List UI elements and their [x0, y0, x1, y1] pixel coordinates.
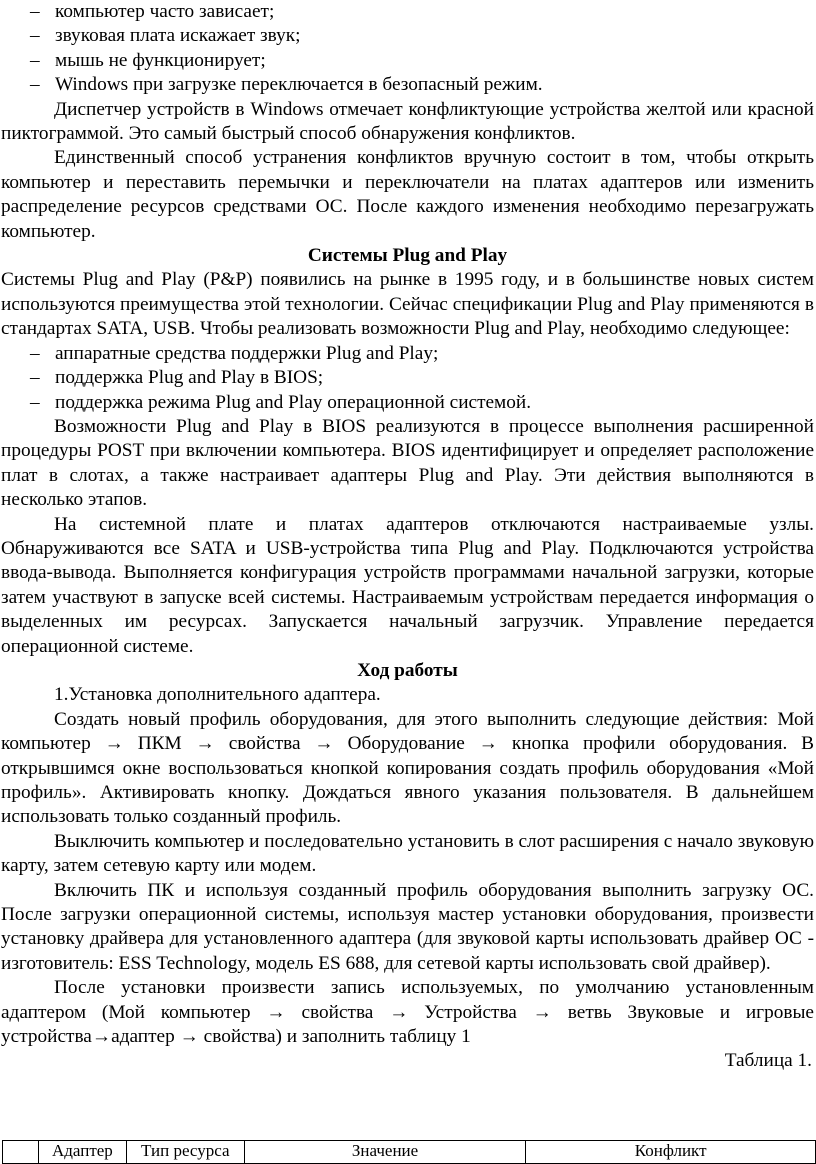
section-heading-procedure: Ход работы — [357, 659, 458, 681]
list-item — [1, 342, 814, 366]
list-item — [1, 391, 814, 415]
table-header-cell-number — [3, 1141, 39, 1164]
table-header-cell-value: Значение — [244, 1141, 526, 1164]
list-item-text: компьютер часто зависает; — [55, 1, 275, 22]
list-item-text: аппаратные средства поддержки Plug and Play; — [55, 342, 439, 364]
paragraph-pnp-stages: На системной плате и платах адаптеров отключаются настраиваемые узлы. Обнаруживаются все SATA и USB-устройства типа Plug and Play. Подключаются устройства ввода-вывода. Выполняется конфигурация устройств программами начальной загрузки, которые затем участвуют в запуске всей системы. Настраиваемым устройствам передается информация о выделенных им ресурсах. Запускается начальный загрузчик. Управление передается операционной системе. — [1, 513, 814, 657]
dash-bullet: – — [30, 391, 40, 413]
paragraph-device-manager: Диспетчер устройств в Windows отмечает конфликтующие устройства желтой или красной пиктограммой. Это самый быстрый способ обнаружения конфликтов. — [1, 98, 814, 145]
paragraph-bios-pnp: Возможности Plug and Play в BIOS реализуются в процессе выполнения расширенной процедуры POST при включении компьютера. BIOS идентифицирует и определяет расположение плат в слотах, а также настраивает адаптеры Plug and Play. Эти действия выполняются в несколько этапов. — [1, 415, 814, 511]
list-item-text: Windows при загрузке переключается в безопасный режим. — [55, 74, 543, 96]
list-item — [1, 0, 814, 24]
list-item-text: поддержка режима Plug and Play операционной системой. — [55, 391, 532, 413]
list-item — [1, 366, 814, 390]
dash-bullet: – — [30, 342, 40, 364]
dash-bullet: – — [30, 367, 40, 389]
table-header-row — [3, 1141, 816, 1164]
section-heading-plug-and-play: Системы Plug and Play — [307, 245, 508, 267]
paragraph-install-driver: Включить ПК и используя созданный профиль оборудования выполнить загрузку ОС. После загрузки операционной системы, используя мастер установки оборудования, произвести установку драйвера для установленного адаптера (для звуковой карты использовать драйвер ОС - изготовитель: ESS Technology, модель ES 688, для сетевой карты использовать свой драйвер). — [1, 879, 814, 974]
table-header-cell-resource-type: Тип ресурса — [126, 1141, 244, 1164]
list-item-text: мышь не функционирует; — [55, 49, 266, 71]
list-item — [1, 73, 814, 97]
paragraph-install-cards: Выключить компьютер и последовательно установить в слот расширения с начало звуковую карту, затем сетевую карту или модем. — [1, 830, 814, 877]
step-one-title: 1.Установка дополнительного адаптера. — [54, 684, 381, 706]
resource-table — [2, 1140, 816, 1164]
dash-bullet: – — [30, 25, 40, 47]
table-header-cell-adapter: Адаптер — [38, 1141, 126, 1164]
dash-bullet: – — [30, 49, 40, 71]
conflict-symptoms-list — [1, 0, 814, 98]
dash-bullet: – — [30, 74, 40, 96]
list-item-text: звуковая плата искажает звук; — [55, 25, 301, 47]
paragraph-create-profile: Создать новый профиль оборудования, для этого выполнить следующие действия: Мой компьютер → ПКМ → свойства → Оборудование → кнопка профили оборудования. В открывшимся окне воспользоваться кнопкой копирования создать профиль оборудования «Мой профиль». Активировать кнопку. Дождаться явного указания пользователя. В дальнейшем использовать только созданный профиль. — [1, 708, 814, 828]
list-item — [1, 49, 814, 73]
list-item — [1, 24, 814, 48]
paragraph-manual-resolution: Единственный способ устранения конфликтов вручную состоит в том, чтобы открыть компьютер и переставить перемычки и переключатели на платах адаптеров или изменить распределение ресурсов средствами ОС. После каждого изменения необходимо перезагружать компьютер. — [1, 147, 814, 242]
table-caption: Таблица 1. — [724, 1050, 812, 1072]
paragraph-record-resources: После установки произвести запись используемых, по умолчанию установленным адаптером (Мой компьютер → свойства → Устройства → ветвь Звуковые и игровые устройства→адаптер → свойства) и заполнить таблицу 1 — [1, 977, 814, 1048]
paragraph-plug-and-play-intro: Системы Plug and Play (P&P) появились на рынке в 1995 году, и в большинстве новых систем используются преимущества этой технологии. Сейчас спецификации Plug and Play применяются в стандартах SATA, USB. Чтобы реализовать возможности Plug and Play, необходимо следующее: — [1, 269, 814, 340]
list-item-text: поддержка Plug and Play в BIOS; — [55, 367, 324, 389]
dash-bullet: – — [30, 1, 40, 22]
table-header-cell-conflict: Конфликт — [526, 1141, 816, 1164]
plug-and-play-requirements-list — [1, 342, 814, 415]
